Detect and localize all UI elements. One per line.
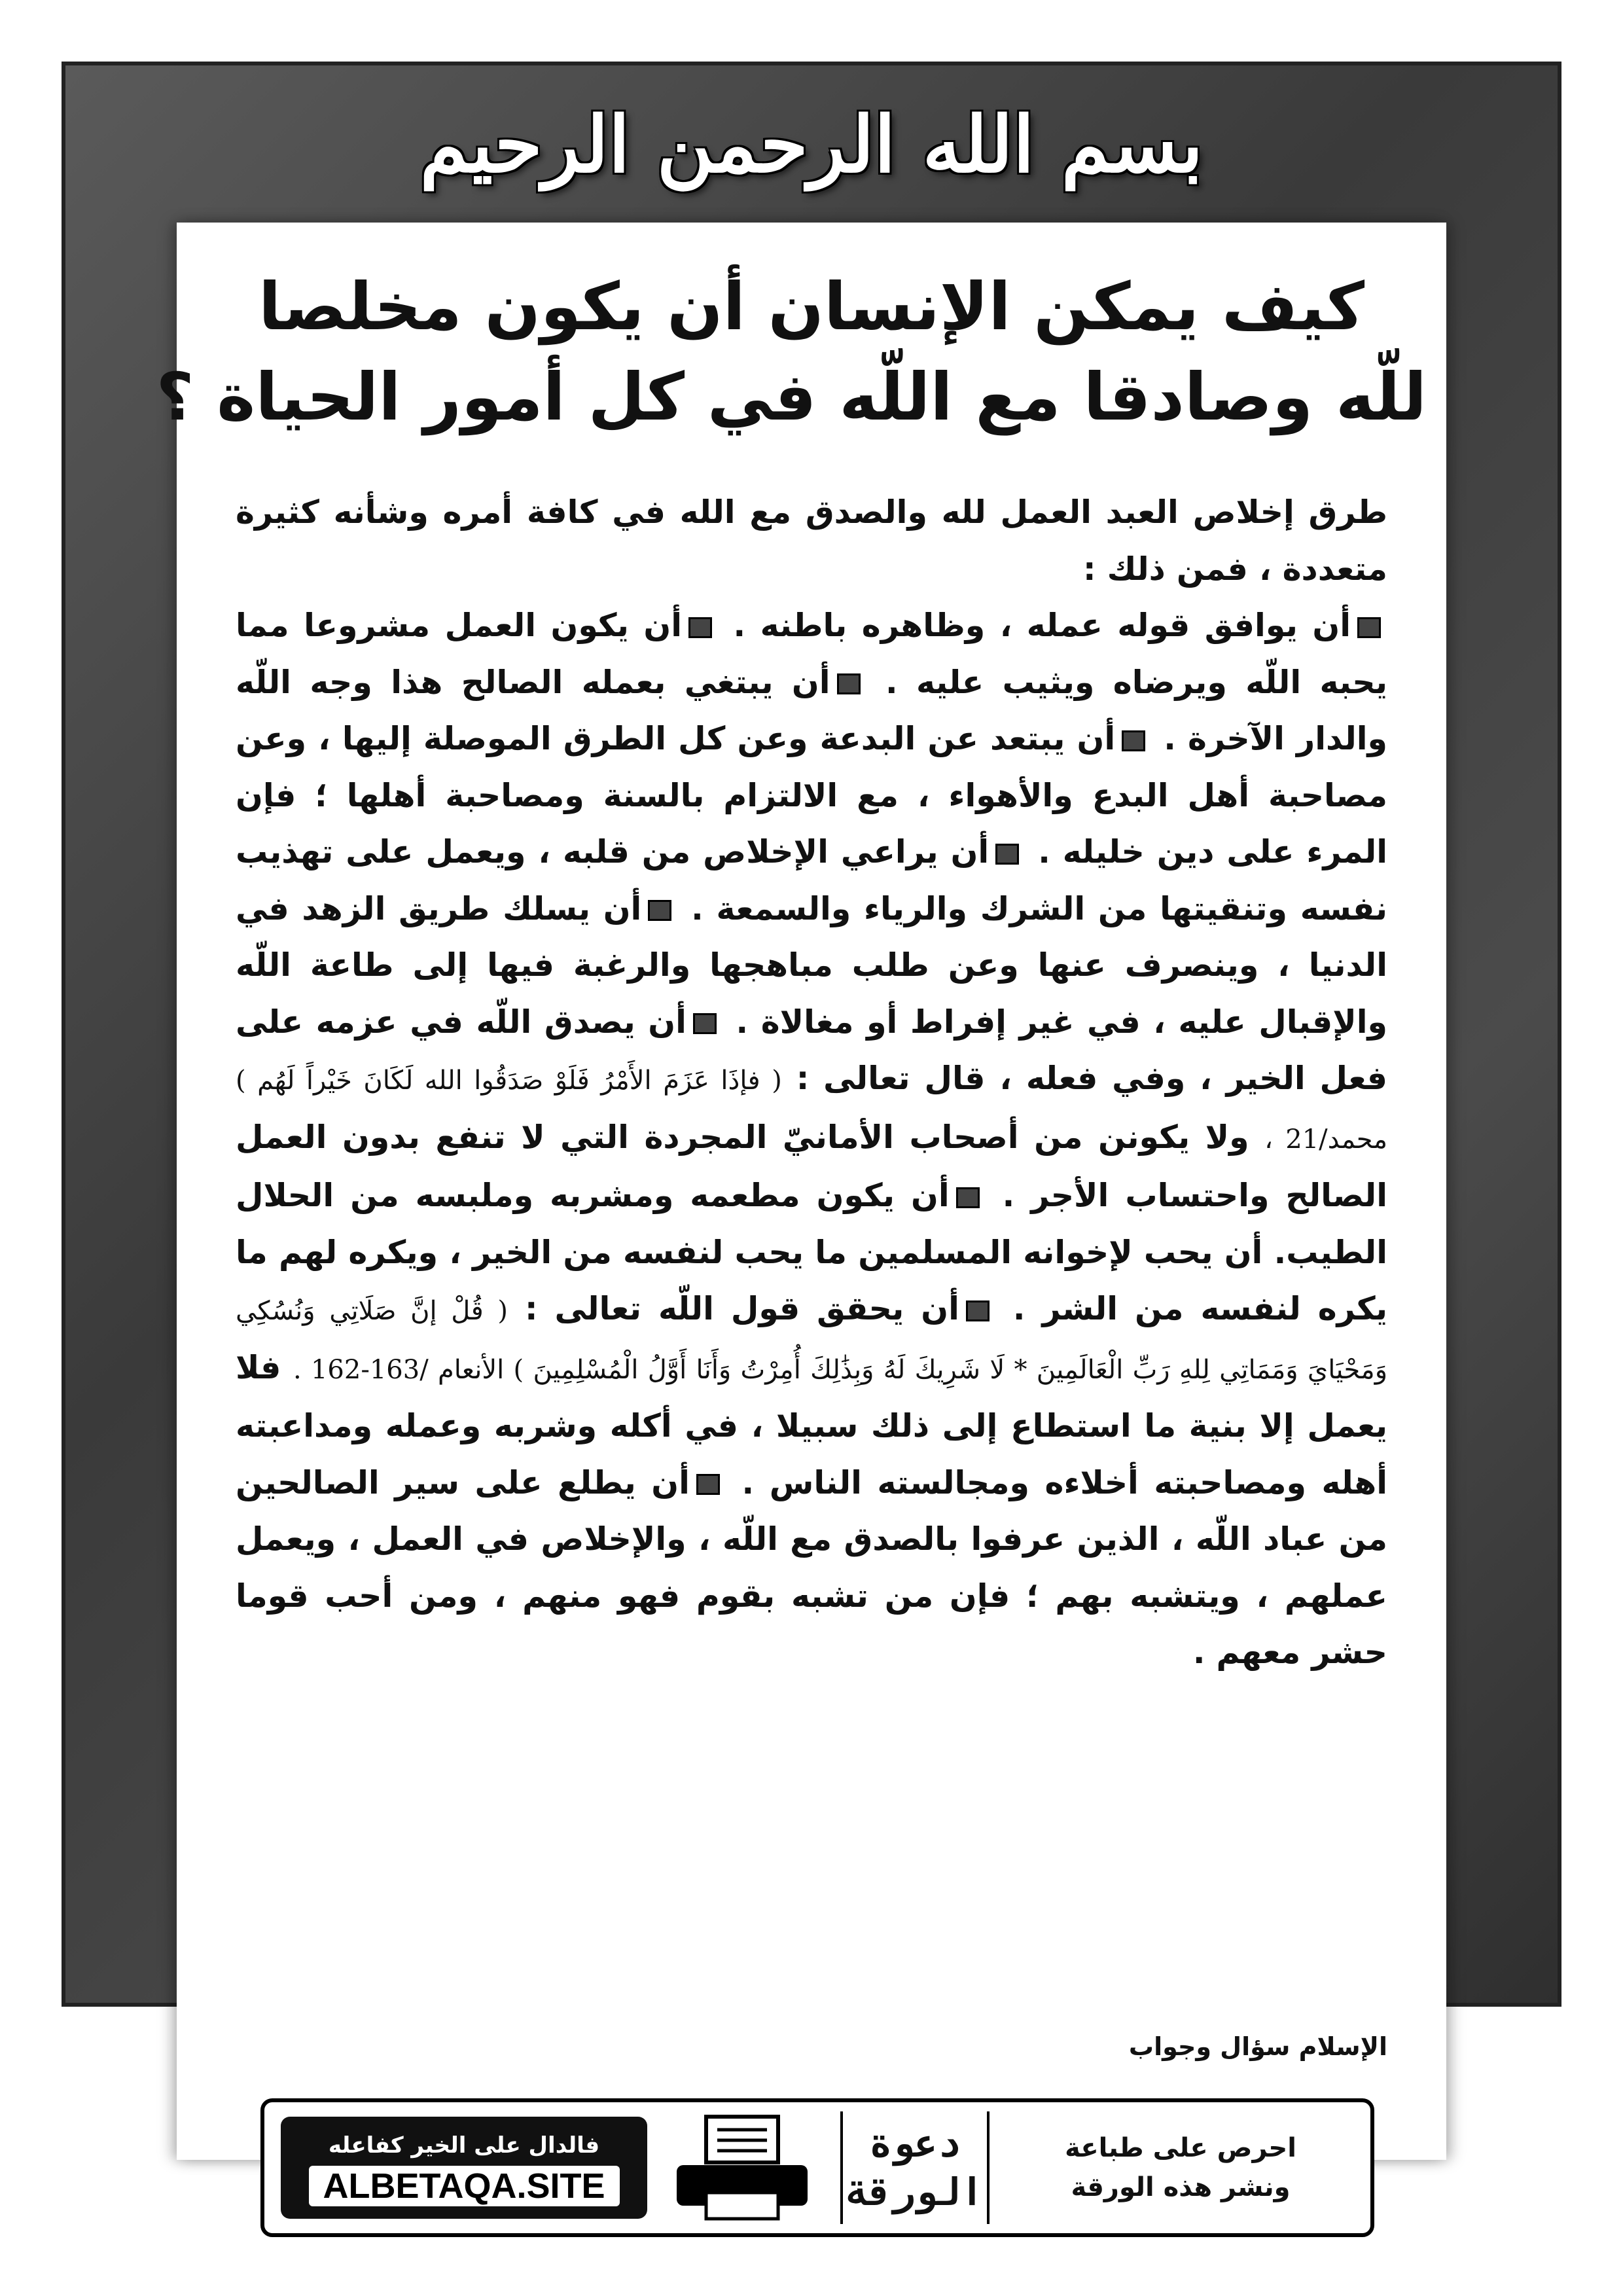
basmala-header — [419, 59, 1204, 229]
page-title — [156, 262, 1427, 442]
point-2: أن يكون العمل مشروعا مما يحبه اللّه ويرضاه ويثيب عليه . — [236, 607, 1387, 701]
dawa-logo — [840, 2111, 990, 2224]
bullet-square-icon — [696, 1474, 720, 1495]
basmala-calligraphy: بسم الله الرحمن الرحيم — [419, 98, 1204, 190]
quran-verse-2: ( قُلْ إنَّ صَلَاتِي وَنُسُكِي وَمَحْيَايَ وَمَمَاتِي لِلهِ رَبِّ الْعَالَمِينَ * لَا شَرِيكَ لَهُ وَبِذَٰلِكَ أُمِرْتُ وَأَنَا أَوَّلُ الْمُسْلِمِينَ ) الأنعام /163-162 . — [236, 1296, 1388, 1385]
title-line-1: كيف يمكن الإنسان أن يكون مخلصا — [258, 268, 1365, 345]
footer-banner — [260, 2098, 1374, 2237]
printer-icon — [670, 2114, 814, 2221]
bullet-square-icon — [1357, 617, 1381, 638]
point-7a: أن يصدق اللّه في عزمه على فعل الخير ، وفي فعله ، — [236, 1003, 1387, 1097]
point-11: أن يطلع على سير الصالحين من عباد اللّه ، الذين عرفوا بالصدق مع اللّه ، والإخلاص في العمل ، ويعمل عملهم ، ويتشبه بهم ؛ فإن من تشبه بقوم فهو منهم ، ومن أحب قوما حشر معهم . — [236, 1463, 1387, 1671]
print-note-line-1: احرص على طباعة — [1065, 2133, 1296, 2163]
bullet-square-icon — [956, 1187, 980, 1208]
point-7-quote-intro: قال تعالى : — [796, 1060, 986, 1097]
point-4: أن يبتعد عن البدعة وعن كل الطرق الموصلة إليها ، وعن مصاحبة أهل البدع والأهواء ، مع الالتزام بالسنة ومصاحبة أهلها ؛ فإن المرء على دين خليله . — [236, 720, 1388, 870]
print-share-note — [1010, 2115, 1351, 2220]
point-1: أن يوافق قوله عمله ، وظاهره باطنه . — [733, 607, 1351, 644]
point-10a: أن يحقق قول اللّه تعالى : — [524, 1290, 959, 1327]
bullet-square-icon — [1122, 730, 1145, 751]
quran-verse-1: ( فإذَا عَزَمَ الأَمْرُ فَلَوْ صَدَقُوا الله لَكَانَ خَيْراً لَهُم ) محمد/21 ، — [236, 1066, 1388, 1155]
bullet-square-icon — [688, 617, 712, 638]
bullet-square-icon — [995, 844, 1019, 865]
website-url[interactable]: ALBETAQA.SITE — [309, 2166, 620, 2206]
point-8: أن يكون مطعمه ومشربه وملبسه من الحلال الطيب. — [236, 1177, 1387, 1271]
bullet-square-icon — [837, 673, 861, 694]
bullet-square-icon — [648, 900, 671, 921]
website-cta: فالدال على الخير كفاعله — [328, 2132, 600, 2159]
intro-text: طرق إخلاص العبد العمل لله والصدق مع الله في كافة أمره وشأنه كثيرة متعددة ، فمن ذلك : — [236, 493, 1387, 588]
website-badge — [281, 2117, 647, 2219]
point-6: أن يسلك طريق الزهد في الدنيا ، وينصرف عنها وعن طلب مباهجها والرغبة فيها إلى طاعة اللّه والإقبال عليه ، في غير إفراط أو مغالاة . — [236, 889, 1387, 1041]
point-10b: فلا يعمل إلا بنية ما استطاع إلى ذلك سبيلا ، في أكله وشربه وعمله ومداعبته أهله ومصاحبته أخلاءه ومجالسته الناس . — [236, 1348, 1387, 1501]
point-5: أن يراعي الإخلاص من قلبه ، ويعمل على تهذيب نفسه وتنقيتها من الشرك والرياء والسمعة . — [236, 833, 1388, 927]
source-attribution: الإسلام سؤال وجواب — [1128, 2032, 1387, 2061]
bullet-square-icon — [966, 1300, 990, 1321]
article-body — [236, 484, 1387, 1681]
title-line-2: للّه وصادقا مع اللّه في كل أمور الحياة ؟ — [156, 359, 1427, 435]
logo-line-1: دعوة — [869, 2121, 961, 2166]
logo-line-2: الورقة — [846, 2170, 984, 2214]
bullet-square-icon — [693, 1013, 717, 1034]
point-7c: ولا يكونن من أصحاب الأمانيّ المجردة التي لا تنفع بدون العمل الصالح واحتساب الأجر . — [236, 1118, 1387, 1214]
print-note-line-2: ونشر هذه الورقة — [1071, 2172, 1291, 2202]
point-9: أن يحب لإخوانه المسلمين ما يحب لنفسه من الخير ، ويكره لهم ما يكره لنفسه من الشر . — [236, 1233, 1388, 1327]
point-3: أن يبتغي بعمله الصالح هذا وجه اللّه والدار الآخرة . — [236, 663, 1388, 757]
